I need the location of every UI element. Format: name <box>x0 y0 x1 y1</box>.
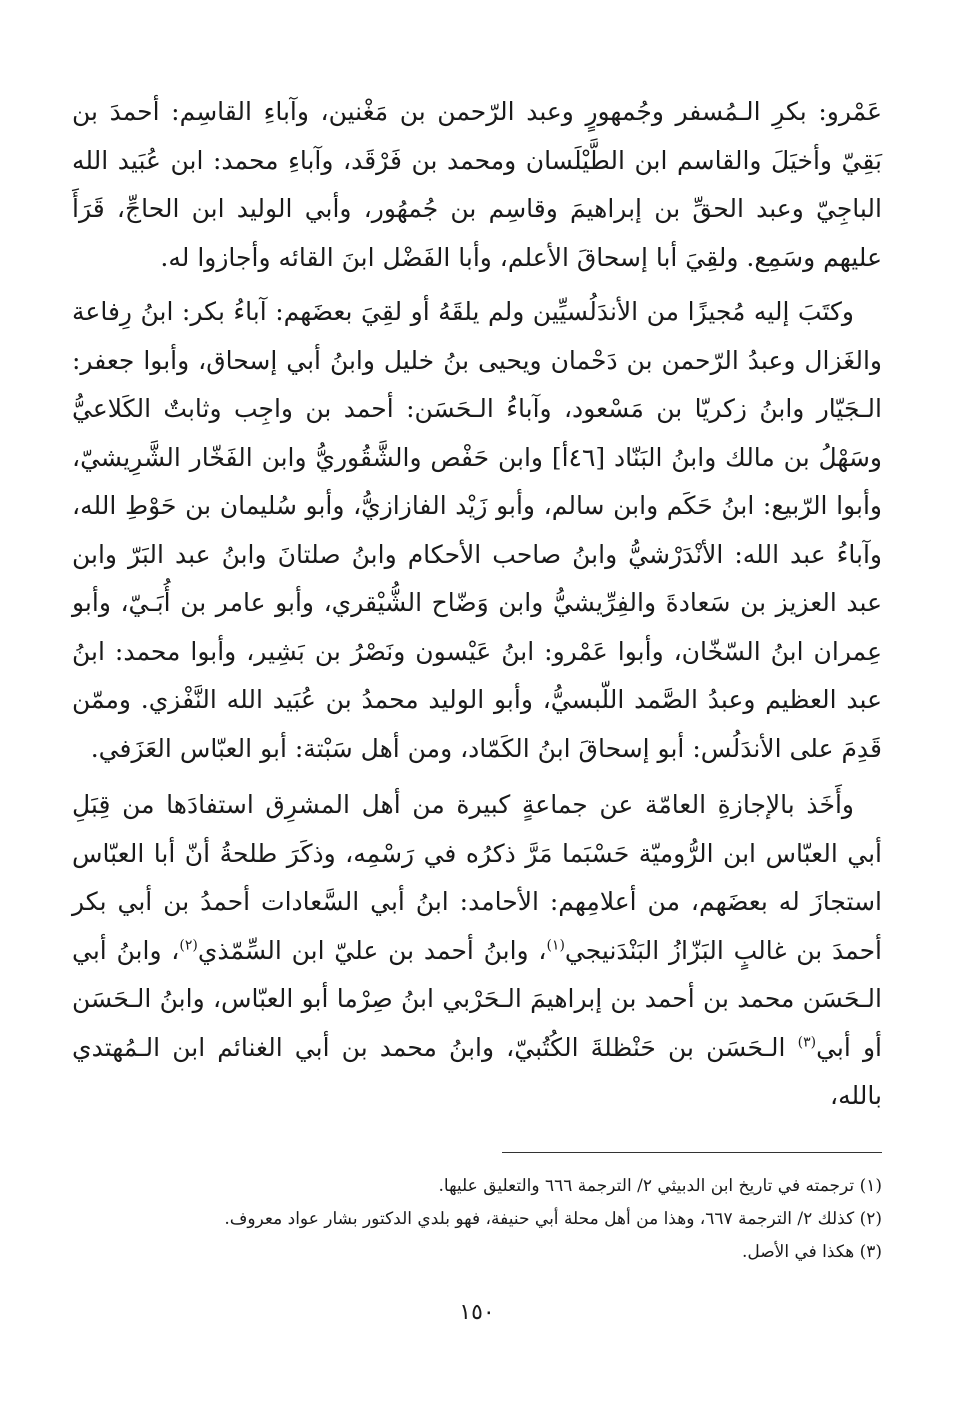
footnote-2: (٢) كذلك ٢/ الترجمة ٦٦٧، وهذا من أهل محلة أبي حنيفة، فهو بلدي الدكتور بشار عواد معروف. <box>224 1209 882 1229</box>
footnotes <box>72 1170 882 1269</box>
paragraph-3-part-a: وأَخَذ بالإجازةِ العامّة عن جماعةٍ كبيرة من أهل المشرِق استفادَها من قِبَلِ أبي العبّاس ابن الرُّوميّة حَسْبَما مَرَّ ذكرُه في رَسْمِه، وذكَرَ طلحةُ أنّ أبا العبّاس استجازَ له بعضَهم، من أعلامِهم: الأحامد: ابنُ أبي السَّعادات أحمدُ بن أبي بكر أحمدَ بن غالبٍ البَزّازُ البَنْدَنيجي <box>72 790 882 965</box>
footnote-divider <box>502 1152 882 1153</box>
footnote-3: (٣) هكذا في الأصل. <box>741 1242 882 1262</box>
footnote-ref-1[interactable]: (١) <box>546 937 565 954</box>
paragraph-3-part-b: ، وابنُ أحمد بن عليّ ابن السِّمّذي <box>197 935 547 965</box>
paragraph-2: وكتَبَ إليه مُجيزًا من الأندَلُسيِّين ولم يلقَهُ أو لقِيَ بعضَهم: آباءُ بكر: ابنُ رِفاعة والغَزال وعبدُ الرّحمن بن دَحْمان ويحيى بنُ خليل وابنُ أبي إسحاق، وأبوا جعفر: الـجَيّار وابنُ زكريّا بن مَسْعود، وآباءُ الـحَسَن: أحمد بن واجِب وثابتٌ الكَلاعيُّ وسَهْلُ بن مالك وابنُ البَنّاد [٤٦أ] وابن حَفْص والشَّقُوريُّ وابن الفَخّار الشَّرِيشيّ، وأبوا الرّبيع: ابنُ حَكَم وابن سالم، وأبو زَيْد الفازازيُّ، وأبو سُليمان بن حَوْطِ الله، وآباءُ عبد الله: الأنْدَرْشيُّ وابنُ صاحب الأحكام وابنُ صلتانَ وابنُ عبد البَرّ وابن عبد العزيز بن سَعادةَ والفِرِّيشيُّ وابن وَضّاح الشُّيْقري، وأبو عامر بن أُبَـيّ، وأبو عِمران ابنُ السّخّان، وأبوا عَمْرو: ابنُ عَيْسون ونَصْرُ بن بَشِير، وأبوا محمد: ابنُ عبد العظيم وعبدُ الصَّمد اللّبسيُّ، وأبو الوليد محمدُ بن عُبَيد الله النَّفْزي. وممّن قَدِمَ على الأندَلُس: أبو إسحاقَ ابنُ الكَمّاد، ومن أهل سَبْتة: أبو العبّاس العَزَفي. <box>72 297 882 763</box>
footnote-ref-3[interactable]: (٣) <box>797 1034 817 1051</box>
footnote-ref-2[interactable]: (٢) <box>179 937 198 954</box>
paragraph-3-part-c: ، وابنُ أبي الـحَسَن محمد بن أحمد بن إبراهيمَ الـحَرْبي ابنُ صِرْما أبو العبّاس، وابنُ الـحَسَن أو أبي <box>72 935 882 1062</box>
page-number: ١٥٠ <box>459 1300 495 1325</box>
paragraph-3 <box>72 781 882 1121</box>
footnote-1: (١) ترجمته في تاريخ ابن الدبيثي ٢/ الترجمة ٦٦٦ والتعليق عليها. <box>438 1176 882 1196</box>
paragraph-1: عَمْرو: بكرِ الـمُسفر وجُمهورٍ وعبد الرّحمن بن مَغْنين، وآباءِ القاسِم: أحمدَ بن بَقِيّ وأخيَلَ والقاسم ابن الطَّيْلَسان ومحمد بن فَرْقَد، وآباءِ محمد: ابن عُبَيد الله الباجِيّ وعبد الحقِّ بن إبراهيمَ وقاسِم بن جُمهُور، وأبي الوليد ابن الحاجِّ، قَرَأَ عليهم وسَمِع. ولقِيَ أبا إسحاقَ الأعلم، وأبا الفَضْل ابنَ القائه وأجازوا له. <box>72 97 882 272</box>
paragraph-3-part-d: الـحَسَن بن حَنْظلةَ الكُتُبيّ، وابنُ محمد بن أبي الغنائم ابن الـمُهتدي بالله، <box>72 1032 882 1110</box>
main-text <box>72 88 882 1127</box>
